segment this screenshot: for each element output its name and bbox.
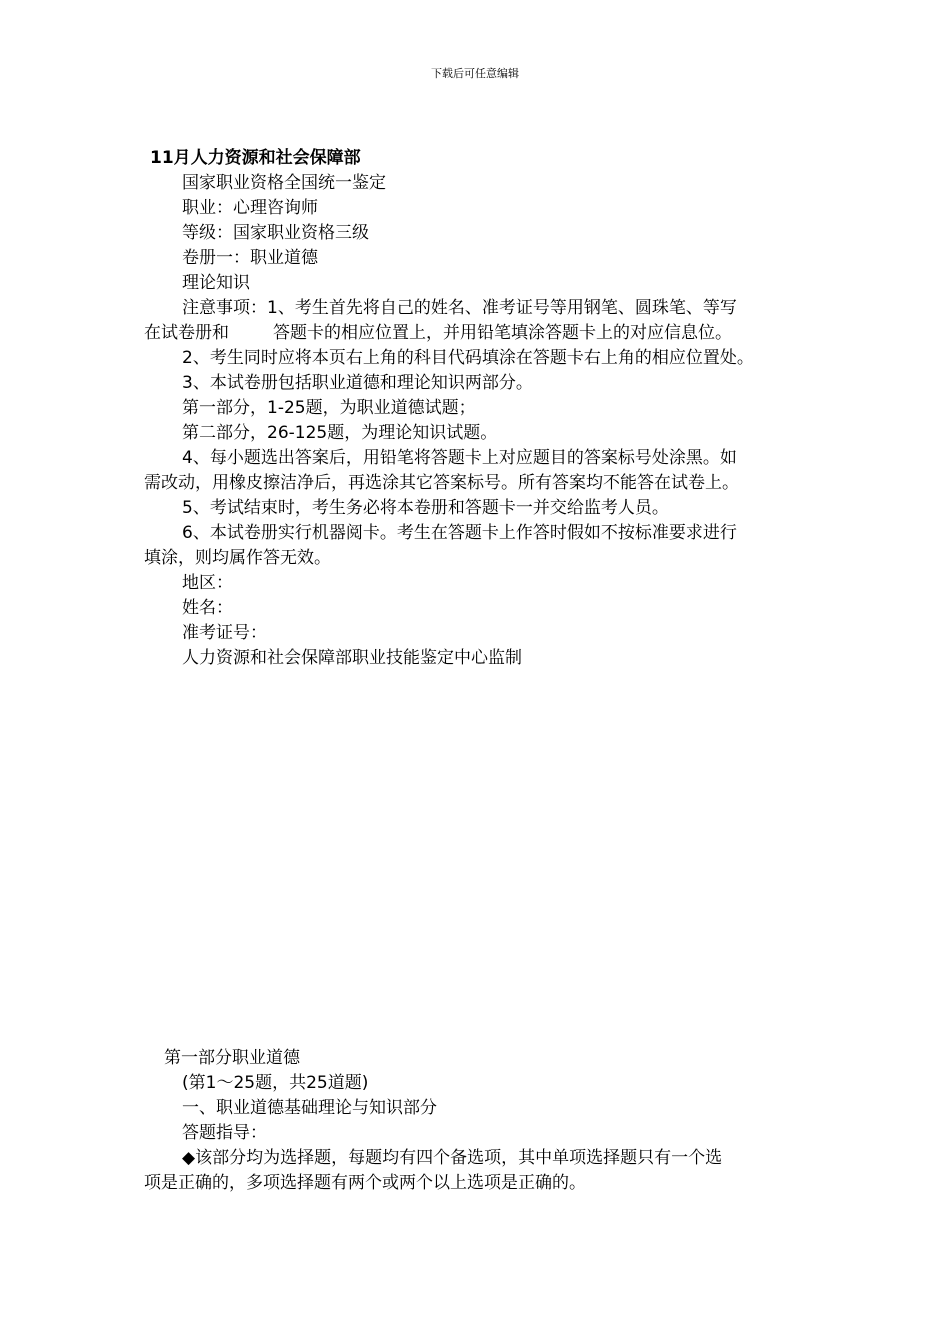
guide-label: 答题指导：	[182, 1123, 267, 1143]
notice-3: 3、本试卷册包括职业道德和理论知识两部分。	[182, 373, 533, 393]
cover-title-line1: 11月人力资源和社会保障部	[150, 148, 361, 168]
part1-line: 第一部分，1-25题，为职业道德试题；	[182, 398, 476, 418]
section-range: (第1～25题，共25道题)	[182, 1073, 369, 1093]
exam-id-field-label: 准考证号：	[182, 623, 267, 643]
notice-2: 2、考生同时应将本页右上角的科目代码填涂在答题卡右上角的相应位置处。	[182, 348, 754, 368]
guide-text-b: 项是正确的，多项选择题有两个或两个以上选项是正确的。	[144, 1173, 586, 1193]
level-line: 等级：国家职业资格三级	[182, 223, 369, 243]
notice-1b	[144, 321, 814, 346]
guide-text-a: ◆该部分均为选择题，每题均有四个备选项，其中单项选择题只有一个选	[182, 1148, 723, 1168]
supervisor-line: 人力资源和社会保障部职业技能鉴定中心监制	[182, 648, 522, 668]
notice-1a: 注意事项：1、考生首先将自己的姓名、准考证号等用钢笔、圆珠笔、等写	[182, 298, 737, 318]
notice-6a: 6、本试卷册实行机器阅卡。考生在答题卡上作答时假如不按标准要求进行	[182, 523, 737, 543]
region-field-label: 地区：	[182, 573, 233, 593]
notice-1b-part2: 答题卡的相应位置上，并用铅笔填涂答题卡上的对应信息位。	[273, 323, 732, 343]
cover-block	[144, 146, 814, 671]
occupation-line: 职业：心理咨询师	[182, 198, 318, 218]
notice-1b-part1: 在试卷册和	[144, 323, 229, 343]
cover-title-line2: 国家职业资格全国统一鉴定	[182, 173, 386, 193]
volume-line: 卷册一：职业道德	[182, 248, 318, 268]
volume-sub-line: 理论知识	[182, 273, 250, 293]
name-field-label: 姓名：	[182, 598, 233, 618]
notice-4b: 需改动，用橡皮擦洁净后，再选涂其它答案标号。所有答案均不能答在试卷上。	[144, 473, 739, 493]
page-header-note: 下载后可任意编辑	[431, 67, 519, 80]
part2-line: 第二部分，26-125题，为理论知识试题。	[182, 423, 498, 443]
section-title: 第一部分职业道德	[164, 1048, 300, 1068]
notice-4a: 4、每小题选出答案后，用铅笔将答题卡上对应题目的答案标号处涂黑。如	[182, 448, 737, 468]
section-subtitle: 一、职业道德基础理论与知识部分	[182, 1098, 437, 1118]
notice-5: 5、考试结束时，考生务必将本卷册和答题卡一并交给监考人员。	[182, 498, 669, 518]
section-block	[144, 1046, 814, 1196]
notice-6b: 填涂，则均属作答无效。	[144, 548, 331, 568]
